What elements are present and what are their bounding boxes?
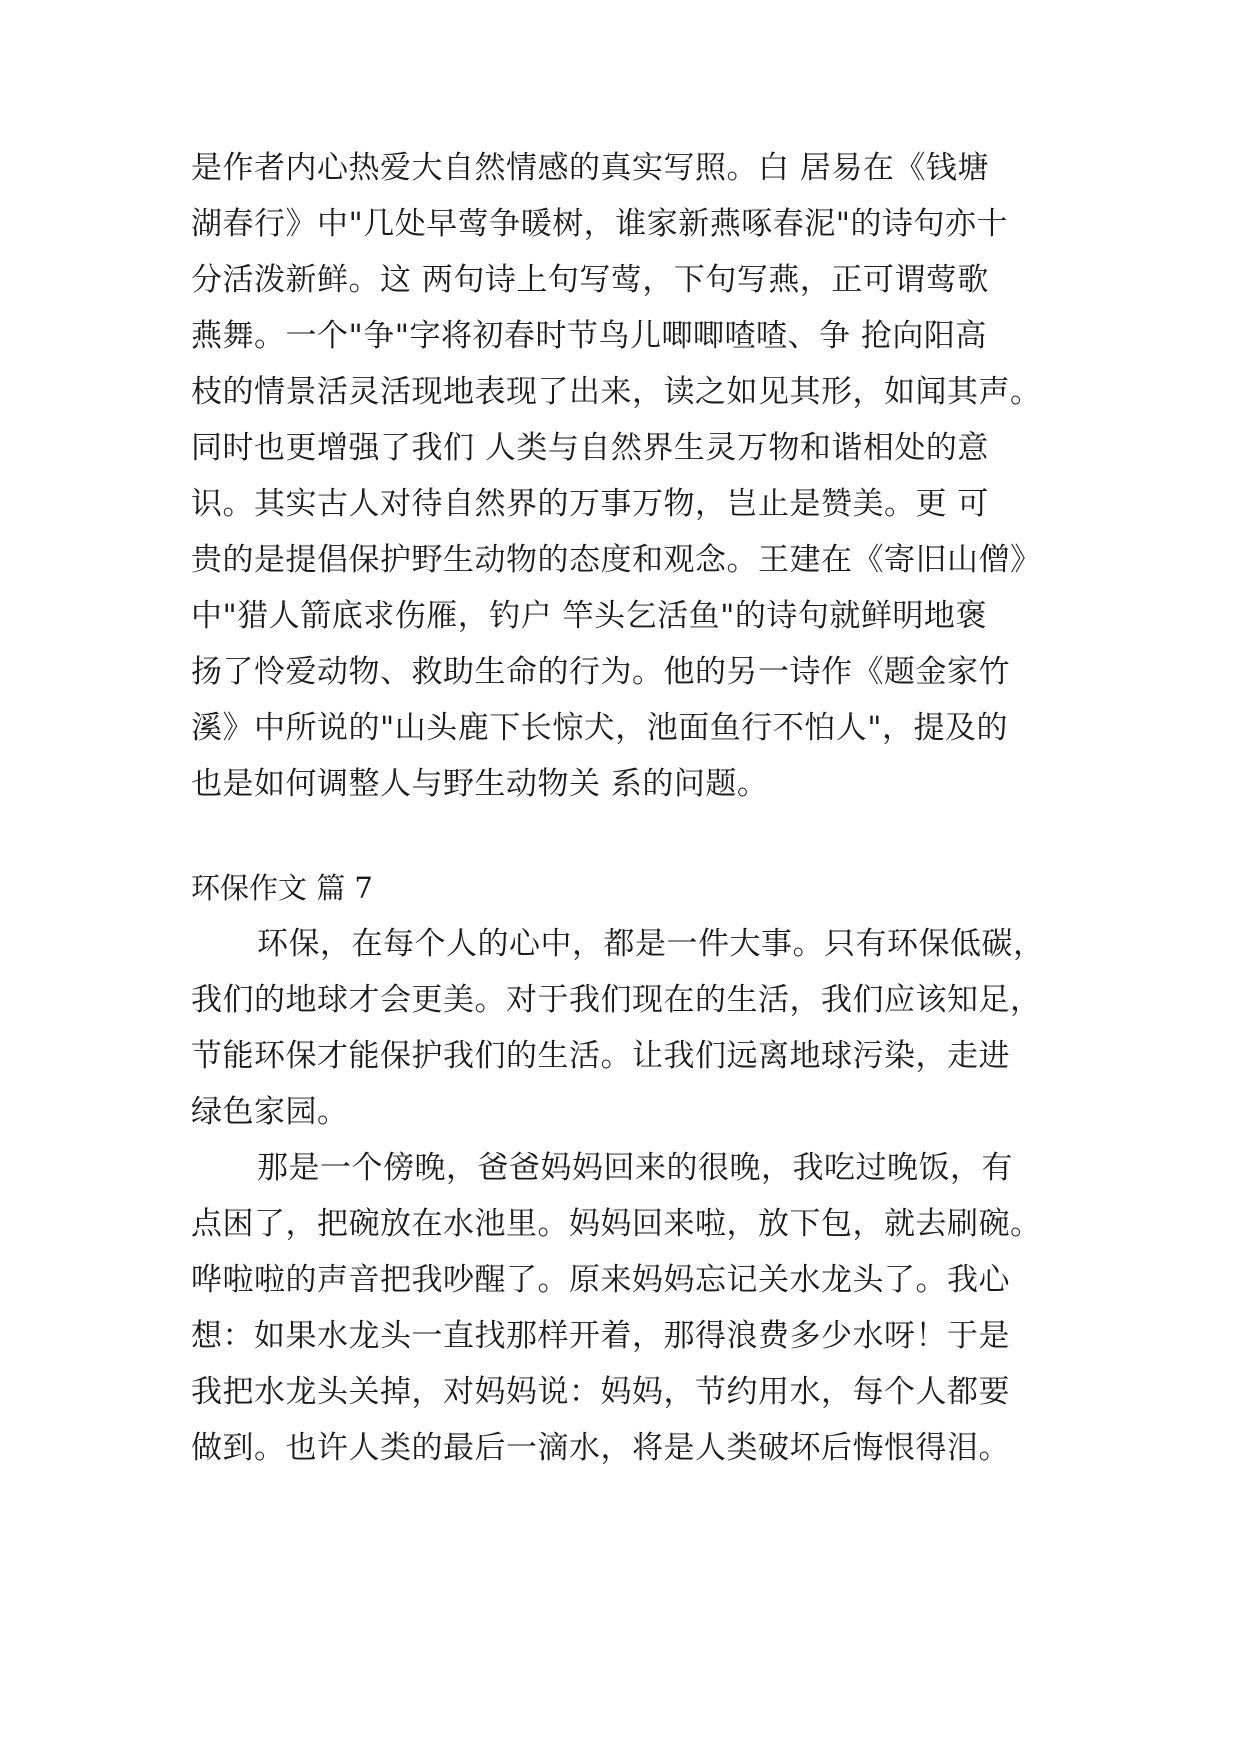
text-line: 识。其实古人对待自然界的万事万物，岂止是赞美。更 可: [191, 486, 989, 522]
text-line: 分活泼新鲜。这 两句诗上句写莺，下句写燕，正可谓莺歌: [191, 262, 989, 298]
text-line: 湖春行》中"几处早莺争暖树，谁家新燕啄春泥"的诗句亦十: [191, 206, 1009, 242]
text-line: 绿色家园。: [191, 1094, 349, 1130]
text-line: 贵的是提倡保护野生动物的态度和观念。王建在《寄旧山僧》: [191, 542, 1042, 578]
text-line: 中"猎人箭底求伤雁，钓户 竿头乞活鱼"的诗句就鲜明地褒: [191, 598, 987, 634]
text-line: 做到。也许人类的最后一滴水，将是人类破坏后悔恨得泪。: [191, 1430, 1010, 1466]
text-line: 节能环保才能保护我们的生活。让我们远离地球污染，走进: [191, 1038, 1010, 1074]
section-heading: 环保作文 篇 7: [191, 871, 373, 905]
text-line: 溪》中所说的"山头鹿下长惊犬，池面鱼行不怕人"，提及的: [191, 710, 1009, 746]
text-line: 我把水龙头关掉，对妈妈说：妈妈，节约用水，每个人都要: [191, 1374, 1010, 1410]
text-line: 扬了怜爱动物、救助生命的行为。他的另一诗作《题金家竹: [191, 654, 1010, 690]
text-line: 我们的地球才会更美。对于我们现在的生活，我们应该知足，: [191, 982, 1042, 1018]
text-line: 哗啦啦的声音把我吵醒了。原来妈妈忘记关水龙头了。我心: [191, 1262, 1010, 1298]
text-line: 环保，在每个人的心中，都是一件大事。只有环保低碳，: [257, 926, 1045, 962]
text-line: 是作者内心热爱大自然情感的真实写照。白 居易在《钱塘: [191, 150, 989, 186]
text-line: 点困了，把碗放在水池里。妈妈回来啦，放下包，就去刷碗。: [191, 1206, 1042, 1242]
text-line: 也是如何调整人与野生动物关 系的问题。: [191, 766, 769, 802]
text-line: 燕舞。一个"争"字将初春时节鸟儿唧唧喳喳、争 抢向阳高: [191, 318, 987, 354]
text-line: 同时也更增强了我们 人类与自然界生灵万物和谐相处的意: [191, 430, 989, 466]
text-line: 那是一个傍晚，爸爸妈妈回来的很晚，我吃过晚饭，有: [257, 1150, 1013, 1186]
text-line: 想：如果水龙头一直找那样开着，那得浪费多少水呀！于是: [191, 1318, 1010, 1354]
text-line: 枝的情景活灵活现地表现了出来，读之如见其形，如闻其声。: [191, 374, 1042, 410]
